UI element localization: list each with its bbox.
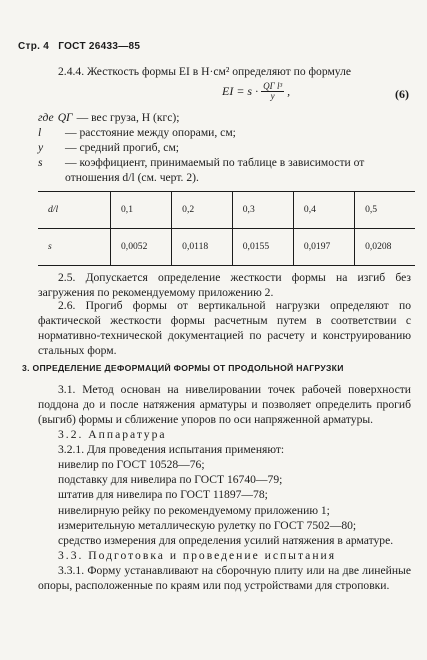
table-cell: s — [38, 229, 111, 266]
legend-symbol: s — [38, 156, 43, 170]
formula-denominator: y — [270, 91, 275, 102]
section-3-body — [38, 382, 411, 593]
legend-continuation: отношения d/l (см. черт. 2). — [65, 171, 199, 185]
table-cell: 0,0208 — [355, 229, 415, 266]
page-header — [18, 40, 146, 53]
table-cell: 0,0052 — [111, 229, 172, 266]
legend-row — [38, 140, 411, 155]
table-cell: 0,0197 — [293, 229, 354, 266]
equipment-item: штатив для нивелира по ГОСТ 11897—78; — [58, 488, 268, 502]
table-cell: 0,4 — [293, 192, 354, 229]
table-cell: 0,3 — [232, 192, 293, 229]
legend-text: — средний прогиб, см; — [65, 141, 179, 155]
table-cell: d/l — [38, 192, 111, 229]
legend-intro: где — [38, 111, 54, 124]
legend-symbol: l — [38, 126, 42, 140]
table-cell: 0,0118 — [172, 229, 233, 266]
legend-row — [38, 155, 411, 170]
clause-3-3-1: 3.3.1. Форму устанавливают на сборочную плиту или на две линейные опоры, расположенные по краям или под устройствами для строповки. — [38, 563, 411, 592]
legend-text: — коэффициент, принимаемый по таблице в зависимости от — [65, 156, 365, 170]
gost-number: ГОСТ 26433—85 — [58, 41, 141, 52]
clause-3-1: 3.1. Метод основан на нивелировании точек рабочей поверхности поддона до и после натяжения арматуры и позволяет определить прогиб (выгиб) формы и сближение упоров по оси напряженной арматуры. — [38, 383, 411, 427]
formula-numerator: QГ l³ — [263, 81, 283, 91]
table-cell: 0,5 — [355, 192, 415, 229]
table-cell: 0,2 — [172, 192, 233, 229]
legend-row — [38, 110, 411, 125]
coefficient-table — [38, 191, 415, 266]
legend-text: — вес груза, Н (кгс); — [76, 111, 180, 124]
legend-row — [38, 125, 411, 140]
equipment-item: измерительную металлическую рулетку по ГОСТ 7502—80; — [58, 518, 357, 532]
formula-lhs: EI = s · — [222, 84, 259, 99]
formula-tail: , — [287, 84, 291, 99]
legend-symbol: y — [38, 141, 44, 155]
equipment-item: нивелирную рейку по рекомендуемому приложению 1; — [58, 503, 330, 517]
equipment-item: подставку для нивелира по ГОСТ 16740—79; — [58, 473, 283, 487]
legend-where — [38, 110, 411, 185]
clause-2-6: 2.6. Прогиб формы от вертикальной нагрузки определяют по фактической жесткости формы расчетным путем в соответствии с нормативно-технической документацией по расчету и конструированию стальных форм. — [38, 299, 411, 358]
table-row — [38, 229, 415, 266]
clause-3-2-1: 3.2.1. Для проведения испытания применяют: — [58, 443, 285, 457]
table-header-row — [38, 192, 415, 229]
equipment-item: средство измерения для определения усилий натяжения в арматуре. — [58, 533, 394, 547]
section-3-title: 3. ОПРЕДЕЛЕНИЕ ДЕФОРМАЦИЙ ФОРМЫ ОТ ПРОДОЛЬНОЙ НАГРУЗКИ — [22, 363, 344, 373]
formula-6 — [222, 82, 290, 102]
clause-3-3: 3.3. Подготовка и проведение испытания — [58, 548, 337, 562]
equipment-item: нивелир по ГОСТ 10528—76; — [58, 458, 205, 472]
clause-2-5: 2.5. Допускается определение жесткости формы на изгиб без загружения по рекомендуемому приложению 2. — [38, 271, 411, 300]
clause-3-2: 3.2. Аппаратура — [58, 428, 167, 442]
table-cell: 0,1 — [111, 192, 172, 229]
clause-2-4-4: 2.4.4. Жесткость формы EI в Н·см² определяют по формуле — [58, 65, 352, 78]
table-cell: 0,0155 — [232, 229, 293, 266]
legend-text: — расстояние между опорами, см; — [65, 126, 236, 140]
formula-number: (6) — [395, 87, 409, 101]
formula-fraction — [261, 82, 284, 102]
legend-symbol: QГ — [57, 111, 73, 124]
page-number: Стр. 4 — [18, 41, 50, 52]
